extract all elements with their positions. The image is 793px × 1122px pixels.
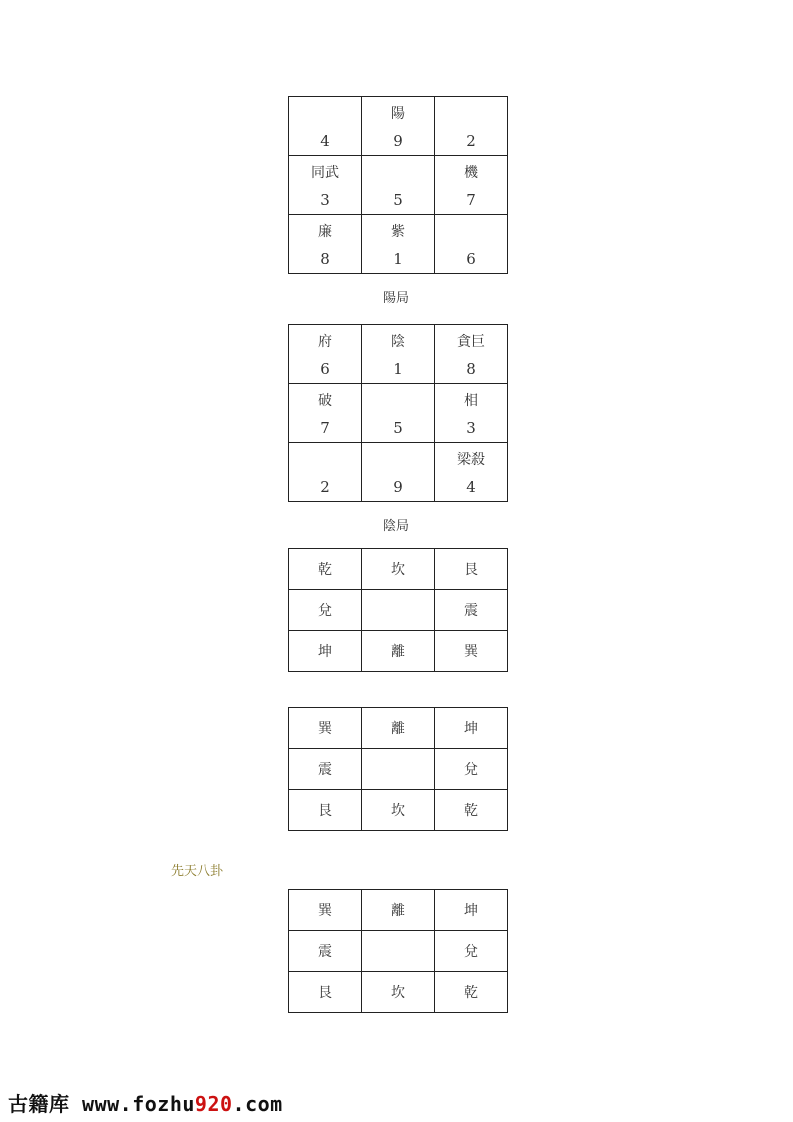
cell-number: 3 xyxy=(466,419,476,437)
trigram-cell: 巽 xyxy=(289,890,362,931)
footer-watermark xyxy=(8,1088,283,1117)
cell-number: 5 xyxy=(393,191,403,209)
grid-cell xyxy=(289,443,362,502)
trigram-grid-xiantian xyxy=(288,889,508,1013)
grid-cell xyxy=(435,384,508,443)
url-number: 920 xyxy=(194,1092,233,1116)
trigram-cell: 乾 xyxy=(289,549,362,590)
star-label xyxy=(289,106,361,122)
grid-cell xyxy=(362,97,435,156)
grid-cell xyxy=(362,384,435,443)
cell-number: 8 xyxy=(466,360,476,378)
trigram-cell: 震 xyxy=(435,590,508,631)
cell-number: 6 xyxy=(466,250,476,268)
cell-number: 2 xyxy=(466,132,476,150)
star-label: 貪巨 xyxy=(457,334,485,350)
trigram-cell: 離 xyxy=(362,631,435,672)
trigram-cell: 坎 xyxy=(362,972,435,1013)
trigram-cell: 坤 xyxy=(435,708,508,749)
yang-grid xyxy=(288,96,508,274)
star-label: 破 xyxy=(318,393,332,409)
trigram-grid-later-heaven xyxy=(288,548,508,672)
xiantian-bagua-label: 先天八卦 xyxy=(171,864,224,879)
url-suffix: .com xyxy=(232,1092,283,1116)
trigram-grid-reversed xyxy=(288,707,508,831)
star-label xyxy=(362,393,434,409)
trigram-cell: 艮 xyxy=(435,549,508,590)
grid-cell xyxy=(362,156,435,215)
trigram-cell: 坤 xyxy=(289,631,362,672)
star-label: 府 xyxy=(318,334,332,350)
star-label: 紫 xyxy=(391,224,405,240)
star-label: 梁殺 xyxy=(457,452,485,468)
trigram-cell: 巽 xyxy=(435,631,508,672)
trigram-cell: 兌 xyxy=(435,749,508,790)
grid-cell xyxy=(362,215,435,274)
star-label xyxy=(289,452,361,468)
site-name: 古籍库 xyxy=(8,1092,70,1116)
grid-cell xyxy=(362,325,435,384)
trigram-cell: 乾 xyxy=(435,790,508,831)
trigram-cell: 巽 xyxy=(289,708,362,749)
grid-cell xyxy=(435,97,508,156)
grid-cell xyxy=(435,325,508,384)
grid-cell xyxy=(435,215,508,274)
yin-grid xyxy=(288,324,508,502)
star-label: 相 xyxy=(464,393,478,409)
cell-number: 7 xyxy=(466,191,476,209)
star-label xyxy=(435,224,507,240)
cell-number: 9 xyxy=(393,132,403,150)
site-url xyxy=(82,1092,283,1116)
grid-cell xyxy=(289,156,362,215)
grid-cell xyxy=(289,97,362,156)
grid-cell xyxy=(435,156,508,215)
star-label: 同武 xyxy=(311,165,339,181)
trigram-cell: 離 xyxy=(362,890,435,931)
star-label xyxy=(362,452,434,468)
cell-number: 4 xyxy=(466,478,476,496)
url-prefix: www.fozhu xyxy=(82,1092,195,1116)
trigram-cell xyxy=(362,931,435,972)
yin-caption: 陰局 xyxy=(382,519,409,534)
trigram-cell: 兌 xyxy=(435,931,508,972)
cell-number: 9 xyxy=(393,478,403,496)
trigram-cell: 坎 xyxy=(362,790,435,831)
star-label xyxy=(362,165,434,181)
cell-number: 2 xyxy=(320,478,330,496)
trigram-cell xyxy=(362,590,435,631)
trigram-cell: 坎 xyxy=(362,549,435,590)
trigram-cell: 兌 xyxy=(289,590,362,631)
trigram-cell: 離 xyxy=(362,708,435,749)
cell-number: 4 xyxy=(320,132,330,150)
trigram-cell: 震 xyxy=(289,931,362,972)
grid-cell xyxy=(435,443,508,502)
yang-caption: 陽局 xyxy=(382,291,409,306)
trigram-cell: 震 xyxy=(289,749,362,790)
cell-number: 3 xyxy=(320,191,330,209)
star-label: 陰 xyxy=(391,334,405,350)
star-label: 陽 xyxy=(391,106,405,122)
cell-number: 5 xyxy=(393,419,403,437)
star-label: 機 xyxy=(464,165,478,181)
cell-number: 1 xyxy=(393,360,403,378)
cell-number: 6 xyxy=(320,360,330,378)
grid-cell xyxy=(289,215,362,274)
grid-cell xyxy=(289,325,362,384)
trigram-cell: 艮 xyxy=(289,972,362,1013)
cell-number: 1 xyxy=(393,250,403,268)
cell-number: 8 xyxy=(320,250,330,268)
trigram-cell: 乾 xyxy=(435,972,508,1013)
trigram-cell xyxy=(362,749,435,790)
grid-cell xyxy=(289,384,362,443)
trigram-cell: 坤 xyxy=(435,890,508,931)
cell-number: 7 xyxy=(320,419,330,437)
trigram-cell: 艮 xyxy=(289,790,362,831)
star-label: 廉 xyxy=(318,224,332,240)
star-label xyxy=(435,106,507,122)
grid-cell xyxy=(362,443,435,502)
